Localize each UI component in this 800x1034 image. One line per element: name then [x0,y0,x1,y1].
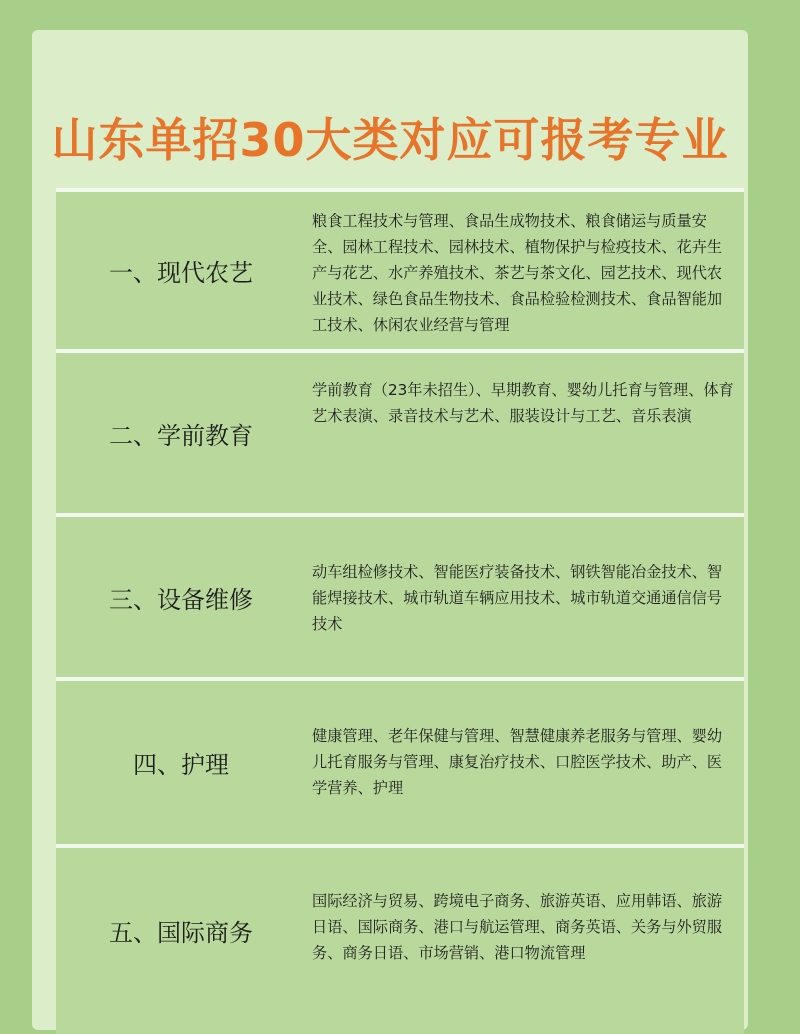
category-majors: 动车组检修技术、智能医疗装备技术、钢铁智能冶金技术、智能焊接技术、城市轨道车辆应用技术、城市轨道交通通信信号技术 [312,563,723,633]
category-row-equipment [56,513,744,677]
category-name: 三、设备维修 [109,585,253,614]
category-row-agriculture [56,188,744,349]
category-majors: 健康管理、老年保健与管理、智慧健康养老服务与管理、婴幼儿托育服务与管理、康复治疗技术、口腔医学技术、助产、医学营养、护理 [312,727,723,797]
category-majors: 学前教育（23年未招生）、早期教育、婴幼儿托育与管理、体育艺术表演、录音技术与艺术、服装设计与工艺、音乐表演 [312,381,734,425]
category-majors: 粮食工程技术与管理、食品生成物技术、粮食储运与质量安全、园林工程技术、园林技术、植物保护与检疫技术、花卉生产与花艺、水产养殖技术、茶艺与茶文化、园艺技术、现代农业技术、绿色食品生物技术、食品检验检测技术、食品智能加工技术、休闲农业经营与管理 [312,212,723,334]
category-row-nursing [56,677,744,844]
category-name: 二、学前教育 [109,421,253,450]
category-name: 四、护理 [133,751,229,779]
category-name: 五、国际商务 [109,918,253,947]
category-name: 一、现代农艺 [109,259,253,287]
category-row-preschool [56,349,744,513]
category-row-business [56,844,744,1034]
page-title: 山东单招30大类对应可报考专业 [51,113,729,167]
category-majors: 国际经济与贸易、跨境电子商务、旅游英语、应用韩语、旅游日语、国际商务、港口与航运管理、商务英语、关务与外贸服务、商务日语、市场营销、港口物流管理 [312,892,723,962]
poster-card [32,30,748,1030]
